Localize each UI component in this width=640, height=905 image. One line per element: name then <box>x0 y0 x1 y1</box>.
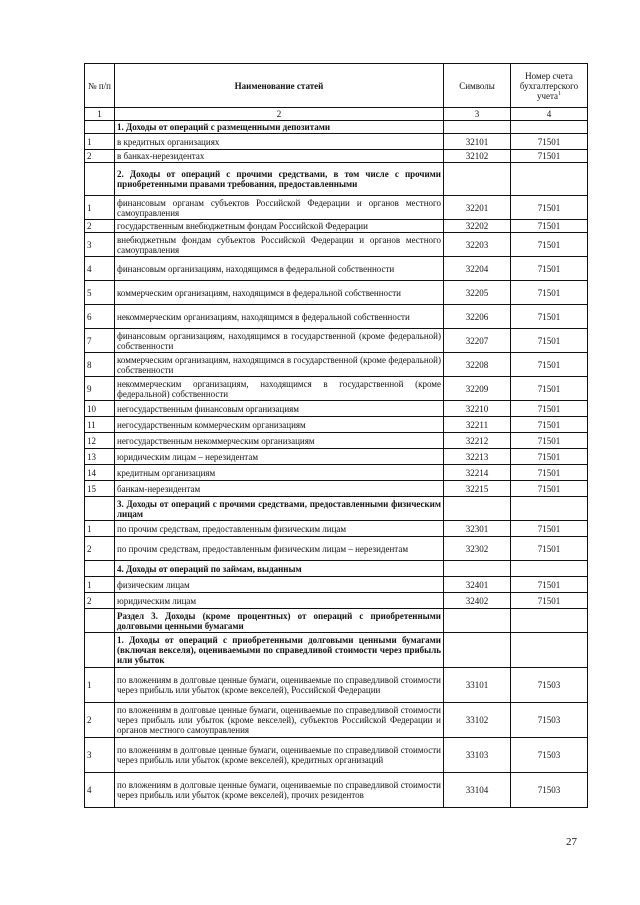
table-row <box>85 305 588 329</box>
table-row <box>85 521 588 537</box>
row-symbol: 32209 <box>444 377 511 401</box>
row-symbol <box>444 121 511 134</box>
row-name: негосударственным коммерческим организациям <box>115 417 444 433</box>
row-number: 1 <box>85 196 115 220</box>
index-cell: 4 <box>511 108 588 121</box>
row-symbol: 32402 <box>444 593 511 609</box>
accounts-table <box>84 63 588 808</box>
row-symbol <box>444 609 511 633</box>
row-symbol: 32205 <box>444 281 511 305</box>
row-symbol: 32201 <box>444 196 511 220</box>
row-symbol: 32301 <box>444 521 511 537</box>
table-row <box>85 196 588 220</box>
row-account: 71501 <box>511 150 588 163</box>
row-number: 2 <box>85 537 115 561</box>
row-number: 4 <box>85 773 115 808</box>
row-name: 1. Доходы от операций с размещенными депозитами <box>115 121 444 134</box>
row-number: 3 <box>85 233 115 257</box>
row-account: 71501 <box>511 220 588 233</box>
index-cell: 2 <box>115 108 444 121</box>
row-symbol: 32203 <box>444 233 511 257</box>
table-row <box>85 281 588 305</box>
row-number: 6 <box>85 305 115 329</box>
section-row <box>85 561 588 577</box>
row-name: по вложениям в долговые ценные бумаги, оцениваемые по справедливой стоимости через прибыль или убыток (кроме векселей), субъектов Российской Федерации и органов местного самоуправления <box>115 703 444 738</box>
row-account: 71501 <box>511 233 588 257</box>
row-account <box>511 561 588 577</box>
row-account: 71503 <box>511 738 588 773</box>
row-account: 71501 <box>511 417 588 433</box>
row-account <box>511 497 588 521</box>
row-number: 10 <box>85 401 115 417</box>
row-symbol: 32208 <box>444 353 511 377</box>
table-row <box>85 593 588 609</box>
row-name: по прочим средствам, предоставленным физическим лицам <box>115 521 444 537</box>
row-symbol: 32202 <box>444 220 511 233</box>
row-name: физическим лицам <box>115 577 444 593</box>
row-symbol: 32210 <box>444 401 511 417</box>
row-symbol <box>444 163 511 196</box>
row-account: 71501 <box>511 196 588 220</box>
header-symbols: Символы <box>444 64 511 108</box>
row-symbol: 33104 <box>444 773 511 808</box>
row-number: 5 <box>85 281 115 305</box>
page-number: 27 <box>566 836 577 848</box>
row-name: некоммерческим организациям, находящимся в государственной (кроме федеральной) собственности <box>115 377 444 401</box>
row-number: 12 <box>85 433 115 449</box>
index-cell: 3 <box>444 108 511 121</box>
row-name: коммерческим организациям, находящимся в федеральной собственности <box>115 281 444 305</box>
row-account <box>511 121 588 134</box>
row-number: 1 <box>85 134 115 150</box>
row-account: 71501 <box>511 377 588 401</box>
row-name: 3. Доходы от операций с прочими средствами, предоставленными физическим лицам <box>115 497 444 521</box>
table-row <box>85 233 588 257</box>
row-name: коммерческим организациям, находящимся в государственной (кроме федеральной) собственности <box>115 353 444 377</box>
row-number: 7 <box>85 329 115 353</box>
row-number: 2 <box>85 150 115 163</box>
row-number: 11 <box>85 417 115 433</box>
row-symbol: 32214 <box>444 465 511 481</box>
row-account: 71501 <box>511 537 588 561</box>
table-body <box>85 121 588 808</box>
row-number: 4 <box>85 257 115 281</box>
table-row <box>85 577 588 593</box>
row-symbol: 32215 <box>444 481 511 497</box>
table-row <box>85 738 588 773</box>
row-symbol: 32207 <box>444 329 511 353</box>
row-symbol: 32206 <box>444 305 511 329</box>
header-row <box>85 64 588 108</box>
row-account: 71501 <box>511 465 588 481</box>
row-name: негосударственным финансовым организациям <box>115 401 444 417</box>
row-name: финансовым органам субъектов Российской Федерации и органов местного самоуправления <box>115 196 444 220</box>
table-row <box>85 353 588 377</box>
row-account: 71501 <box>511 577 588 593</box>
row-number: 3 <box>85 738 115 773</box>
row-name: Раздел 3. Доходы (кроме процентных) от операций с приобретенными долговыми ценными бумагами <box>115 609 444 633</box>
row-name: по вложениям в долговые ценные бумаги, оцениваемые по справедливой стоимости через прибыль или убыток (кроме векселей), Российской Федерации <box>115 668 444 703</box>
row-name: по прочим средствам, предоставленным физическим лицам – нерезидентам <box>115 537 444 561</box>
row-symbol: 33102 <box>444 703 511 738</box>
row-number: 1 <box>85 521 115 537</box>
row-symbol: 32204 <box>444 257 511 281</box>
table-row <box>85 377 588 401</box>
row-account: 71501 <box>511 281 588 305</box>
table-row <box>85 433 588 449</box>
row-number <box>85 497 115 521</box>
row-name: внебюджетным фондам субъектов Российской Федерации и органов местного самоуправления <box>115 233 444 257</box>
row-number: 8 <box>85 353 115 377</box>
row-number <box>85 121 115 134</box>
row-number: 2 <box>85 593 115 609</box>
table-row <box>85 220 588 233</box>
row-number: 14 <box>85 465 115 481</box>
row-number <box>85 163 115 196</box>
section-row <box>85 163 588 196</box>
table-row <box>85 537 588 561</box>
row-number: 1 <box>85 577 115 593</box>
row-name: юридическим лицам – нерезидентам <box>115 449 444 465</box>
row-symbol <box>444 497 511 521</box>
row-name: в банках-нерезидентах <box>115 150 444 163</box>
row-account: 71501 <box>511 353 588 377</box>
header-num: № п/п <box>85 64 115 108</box>
row-name: по вложениям в долговые ценные бумаги, оцениваемые по справедливой стоимости через прибыль или убыток (кроме векселей), кредитных организаций <box>115 738 444 773</box>
row-account: 71503 <box>511 773 588 808</box>
row-account <box>511 633 588 668</box>
row-number: 13 <box>85 449 115 465</box>
table-row <box>85 703 588 738</box>
row-name: 2. Доходы от операций с прочими средствами, в том числе с прочими приобретенными правами требования, предоставленными <box>115 163 444 196</box>
row-name: 1. Доходы от операций с приобретенными долговыми ценными бумагами (включая векселя), оцениваемыми по справедливой стоимости через прибыль или убыток <box>115 633 444 668</box>
row-account <box>511 163 588 196</box>
row-account: 71501 <box>511 449 588 465</box>
row-number: 15 <box>85 481 115 497</box>
row-account: 71501 <box>511 433 588 449</box>
table-row <box>85 401 588 417</box>
row-number: 2 <box>85 703 115 738</box>
row-symbol: 32102 <box>444 150 511 163</box>
row-name: финансовым организациям, находящимся в федеральной собственности <box>115 257 444 281</box>
row-symbol: 32401 <box>444 577 511 593</box>
row-account: 71501 <box>511 134 588 150</box>
row-name: финансовым организациям, находящимся в государственной (кроме федеральной) собственности <box>115 329 444 353</box>
row-name: некоммерческим организациям, находящимся в федеральной собственности <box>115 305 444 329</box>
row-account <box>511 609 588 633</box>
row-account: 71501 <box>511 305 588 329</box>
row-number <box>85 561 115 577</box>
row-symbol: 32213 <box>444 449 511 465</box>
row-symbol <box>444 633 511 668</box>
row-name: государственным внебюджетным фондам Российской Федерации <box>115 220 444 233</box>
row-number <box>85 633 115 668</box>
section-row <box>85 633 588 668</box>
section-row <box>85 609 588 633</box>
table-row <box>85 465 588 481</box>
row-name: негосударственным некоммерческим организациям <box>115 433 444 449</box>
row-symbol: 32212 <box>444 433 511 449</box>
table-row <box>85 134 588 150</box>
section-row <box>85 121 588 134</box>
row-name: кредитным организациям <box>115 465 444 481</box>
row-account: 71501 <box>511 329 588 353</box>
table-row <box>85 417 588 433</box>
row-account: 71501 <box>511 401 588 417</box>
row-account: 71501 <box>511 521 588 537</box>
row-number: 1 <box>85 668 115 703</box>
table-row <box>85 257 588 281</box>
table-row <box>85 668 588 703</box>
section-row <box>85 497 588 521</box>
row-account: 71501 <box>511 481 588 497</box>
table-row <box>85 773 588 808</box>
row-account: 71501 <box>511 257 588 281</box>
table-row <box>85 329 588 353</box>
header-account <box>511 64 588 108</box>
row-symbol: 32211 <box>444 417 511 433</box>
header-account-footnote: 1 <box>558 90 562 97</box>
row-number: 2 <box>85 220 115 233</box>
index-row <box>85 108 588 121</box>
header-account-text: Номер счета бухгалтерского учета <box>519 70 579 101</box>
row-number <box>85 609 115 633</box>
row-number: 9 <box>85 377 115 401</box>
header-name: Наименование статей <box>115 64 444 108</box>
row-symbol: 32302 <box>444 537 511 561</box>
row-symbol: 33101 <box>444 668 511 703</box>
row-name: банкам-нерезидентам <box>115 481 444 497</box>
row-name: по вложениям в долговые ценные бумаги, оцениваемые по справедливой стоимости через прибыль или убыток (кроме векселей), прочих резидентов <box>115 773 444 808</box>
row-symbol <box>444 561 511 577</box>
row-account: 71503 <box>511 703 588 738</box>
row-account: 71501 <box>511 593 588 609</box>
row-name: юридическим лицам <box>115 593 444 609</box>
row-name: в кредитных организациях <box>115 134 444 150</box>
row-symbol: 32101 <box>444 134 511 150</box>
table-row <box>85 449 588 465</box>
row-name: 4. Доходы от операций по займам, выданным <box>115 561 444 577</box>
index-cell: 1 <box>85 108 115 121</box>
table-row <box>85 150 588 163</box>
table-row <box>85 481 588 497</box>
row-account: 71503 <box>511 668 588 703</box>
row-symbol: 33103 <box>444 738 511 773</box>
